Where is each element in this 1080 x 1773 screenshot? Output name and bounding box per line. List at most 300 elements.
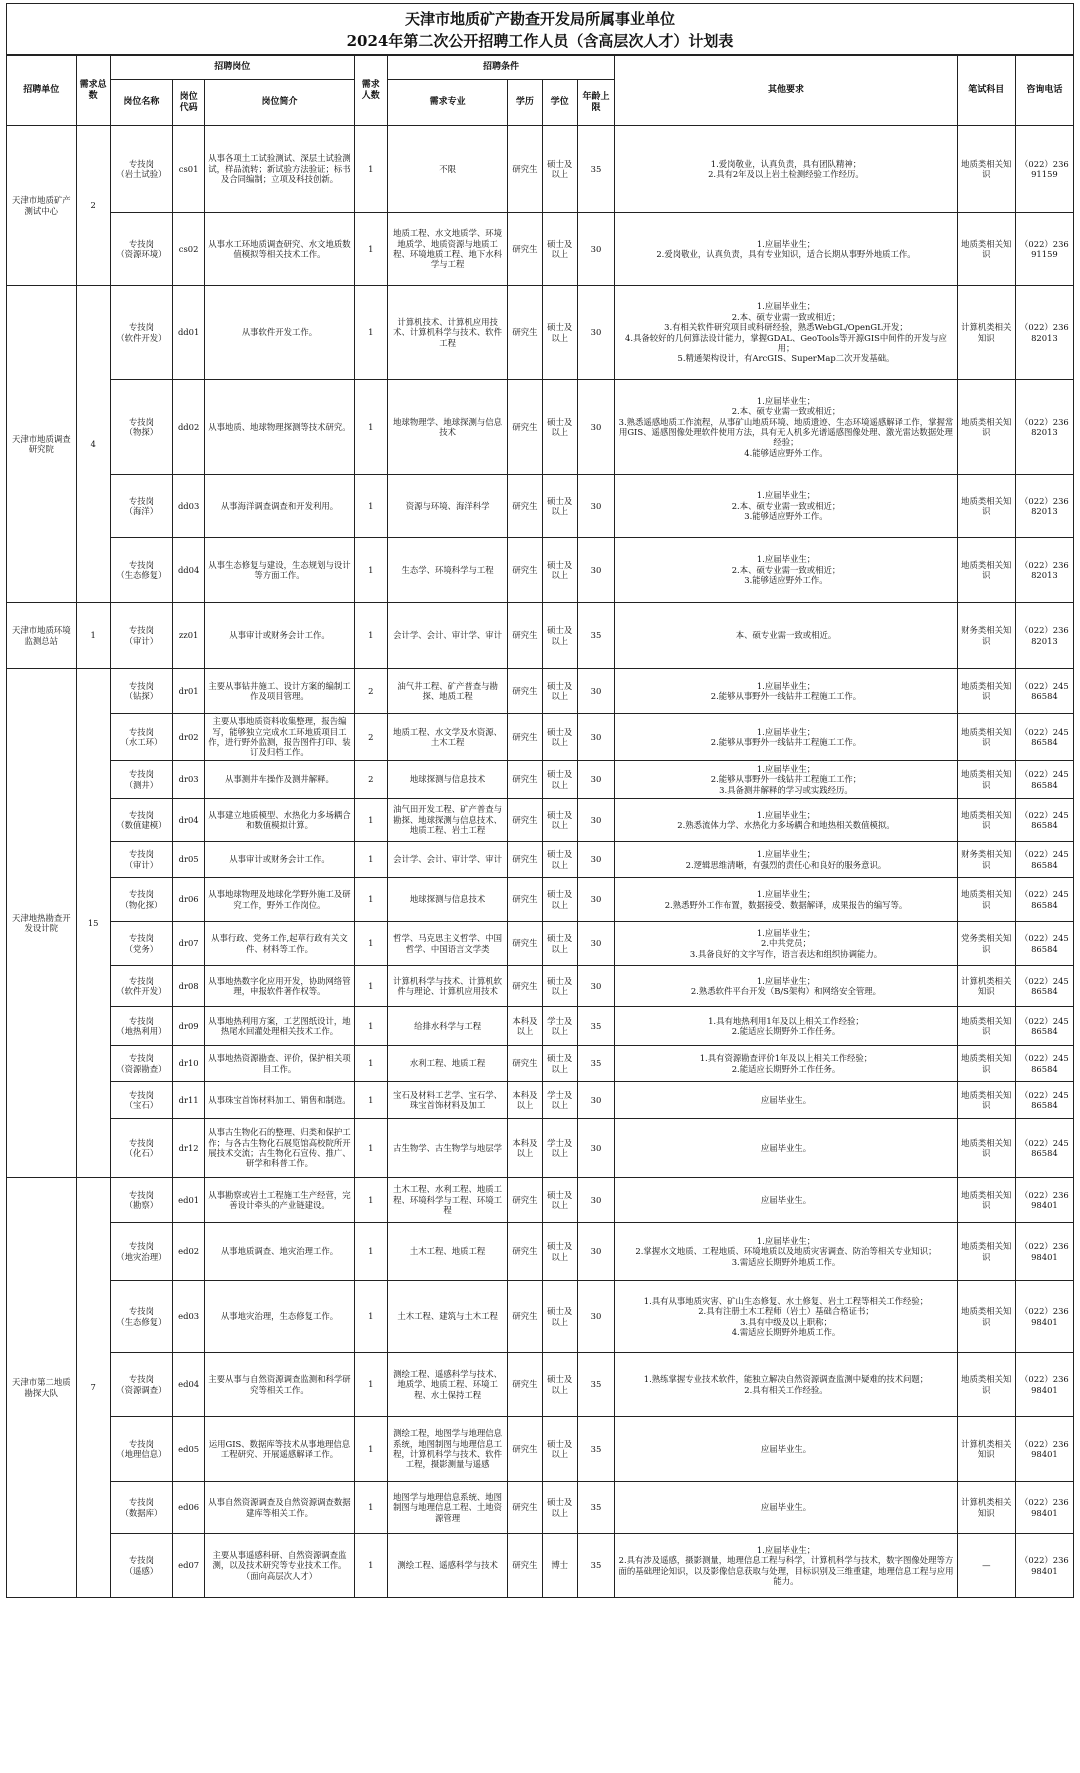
requirement-line: 2.能够从事野外一线钻井工程施工工作。 (710, 691, 862, 701)
requirement-line: 应届毕业生。 (760, 1142, 812, 1153)
education: 研究生 (508, 380, 542, 475)
requirement-line: 应届毕业生。 (760, 1194, 812, 1205)
header-post-code: 岗位代码 (173, 80, 205, 126)
exam-subject: 地质类相关知识 (957, 1119, 1015, 1178)
degree: 硕士及以上 (542, 213, 577, 286)
requirement-line: 1.应届毕业生； (756, 889, 816, 900)
contact-phone: （022）24586584 (1015, 669, 1073, 714)
other-requirements (615, 878, 958, 922)
post-name: 专技岗 (128, 1497, 154, 1508)
unit-name: 天津市地质矿产测试中心 (7, 126, 77, 286)
header-age: 年龄上限 (577, 80, 614, 126)
post-specialty: （资源勘查） (116, 1063, 167, 1074)
education: 本科及以上 (508, 1082, 542, 1119)
post-count: 1 (354, 1119, 387, 1178)
requirement-line: 1.应届毕业生； (756, 395, 816, 406)
post-name: 专技岗 (128, 1089, 154, 1100)
required-major: 油气井工程、矿产普查与勘探、地质工程 (387, 669, 507, 714)
unit-total: 1 (76, 603, 110, 669)
other-requirements (615, 1353, 958, 1417)
education: 研究生 (508, 669, 542, 714)
requirement-line: 4.能够适应野外工作。 (744, 447, 828, 458)
other-requirements (615, 1281, 958, 1353)
requirement-line: 1.应届毕业生； (756, 726, 816, 737)
post-code: ed03 (173, 1281, 205, 1353)
required-major: 地质工程、水文学及水资源、土木工程 (387, 714, 507, 761)
education: 研究生 (508, 1534, 542, 1598)
table-row (7, 1046, 1074, 1082)
post-code: dr01 (173, 669, 205, 714)
age-limit: 30 (577, 966, 614, 1007)
table-row (7, 669, 1074, 714)
required-major: 测绘工程、遥感科学与技术 (387, 1534, 507, 1598)
requirement-line: 1.应届毕业生； (756, 238, 816, 249)
post-code: dr11 (173, 1082, 205, 1119)
post-count: 2 (354, 714, 387, 761)
post-name: 专技岗 (128, 625, 154, 636)
post-specialty: （审计） (124, 859, 159, 870)
degree: 硕士及以上 (542, 669, 577, 714)
table-row (7, 966, 1074, 1007)
age-limit: 30 (577, 380, 614, 475)
education: 研究生 (508, 1417, 542, 1482)
other-requirements (615, 799, 958, 842)
education: 研究生 (508, 1353, 542, 1417)
education: 研究生 (508, 878, 542, 922)
post-code: dd03 (173, 475, 205, 538)
education: 研究生 (508, 475, 542, 538)
required-major: 不限 (387, 126, 507, 213)
table-row (7, 475, 1074, 538)
post-intro: 从事地热数字化应用开发，协助网络管理，申报软件著作权等。 (205, 966, 354, 1007)
requirement-line: 3.熟悉遥感地质工作流程，从事矿山地质环境、地质遗迹、生态环境遥感解译工作，掌握常用GIS、遥感图像处理软件使用方法，具有无人机多光谱遥感图像处理、激光雷达数据处理经验； (618, 416, 954, 448)
requirement-line: 1.应届毕业生； (756, 1544, 816, 1555)
post-specialty: （钻探） (124, 691, 159, 701)
requirement-line: 2.本、硕专业需一致或相近； (731, 564, 841, 575)
post-code: cs01 (173, 126, 205, 213)
post-name-cell (110, 1417, 172, 1482)
exam-subject: 计算机类相关知识 (957, 286, 1015, 380)
requirement-line: 1.应届毕业生； (756, 975, 816, 986)
post-name: 专技岗 (128, 726, 154, 737)
requirement-line: 应届毕业生。 (760, 1443, 812, 1454)
post-count: 2 (354, 669, 387, 714)
post-code: dr12 (173, 1119, 205, 1178)
required-major: 地质工程、水文地质学、环境地质学、地质资源与地质工程、环境地质工程、地下水科学与工程 (387, 213, 507, 286)
other-requirements (615, 538, 958, 603)
required-major: 地球物理学、地球探测与信息技术 (387, 380, 507, 475)
unit-total: 4 (76, 286, 110, 603)
post-code: dd01 (173, 286, 205, 380)
post-intro: 从事地热利用方案，工艺图纸设计，地热尾水回灌处理相关技术工作。 (205, 1007, 354, 1046)
exam-subject: 计算机类相关知识 (957, 1417, 1015, 1482)
requirement-line: 5.精通架构设计，有ArcGIS、SuperMap二次开发基础。 (677, 353, 895, 364)
post-name-cell (110, 714, 172, 761)
header-count: 需求人数 (354, 56, 387, 126)
post-intro: 从事自然资源调查及自然资源调查数据建库等相关工作。 (205, 1482, 354, 1534)
degree: 硕士及以上 (542, 878, 577, 922)
age-limit: 30 (577, 286, 614, 380)
requirement-line: 1.具有资源勘查评价1年及以上相关工作经验； (699, 1053, 873, 1064)
other-requirements (615, 1007, 958, 1046)
age-limit: 35 (577, 1007, 614, 1046)
post-intro: 从事地质调查、地灾治理工作。 (205, 1223, 354, 1281)
age-limit: 35 (577, 1482, 614, 1534)
post-name: 专技岗 (128, 769, 154, 780)
header-phone: 咨询电话 (1015, 56, 1073, 126)
post-code: ed05 (173, 1417, 205, 1482)
exam-subject: — (957, 1534, 1015, 1598)
exam-subject: 地质类相关知识 (957, 1046, 1015, 1082)
post-name-cell (110, 922, 172, 966)
post-specialty: （党务） (124, 943, 159, 954)
post-code: dd04 (173, 538, 205, 603)
table-row (7, 1082, 1074, 1119)
post-name-cell (110, 1046, 172, 1082)
post-specialty: （软件开发） (116, 986, 167, 996)
post-intro: 主要从事钻井施工、设计方案的编制工作及项目管理。 (205, 669, 354, 714)
exam-subject: 地质类相关知识 (957, 538, 1015, 603)
exam-subject: 地质类相关知识 (957, 380, 1015, 475)
requirement-line: 1.具有地热利用1年及以上相关工作经验； (708, 1015, 864, 1026)
age-limit: 30 (577, 922, 614, 966)
age-limit: 35 (577, 603, 614, 669)
exam-subject: 地质类相关知识 (957, 761, 1015, 799)
required-major: 给排水科学与工程 (387, 1007, 507, 1046)
contact-phone: （022）23698401 (1015, 1353, 1073, 1417)
table-row (7, 714, 1074, 761)
requirement-line: 应届毕业生。 (760, 1502, 812, 1513)
other-requirements (615, 1178, 958, 1223)
contact-phone: （022）23698401 (1015, 1178, 1073, 1223)
post-specialty: （物探） (124, 427, 159, 437)
post-intro: 从事行政、党务工作,起草行政有关文件、材料等工作。 (205, 922, 354, 966)
degree: 硕士及以上 (542, 799, 577, 842)
requirement-line: 1.应届毕业生； (756, 490, 816, 501)
unit-total: 2 (76, 126, 110, 286)
requirement-line: 1.应届毕业生； (756, 301, 816, 312)
age-limit: 30 (577, 761, 614, 799)
requirement-line: 1.应届毕业生； (756, 1235, 816, 1246)
contact-phone: （022）23698401 (1015, 1281, 1073, 1353)
exam-subject: 地质类相关知识 (957, 714, 1015, 761)
other-requirements (615, 761, 958, 799)
exam-subject: 地质类相关知识 (957, 878, 1015, 922)
required-major: 古生物学、古生物学与地层学 (387, 1119, 507, 1178)
header-exam: 笔试科目 (957, 56, 1015, 126)
post-code: dr02 (173, 714, 205, 761)
exam-subject: 地质类相关知识 (957, 126, 1015, 213)
requirement-line: 3.具备良好的文字写作，语言表达和组织协调能力。 (689, 948, 883, 959)
contact-phone: （022）24586584 (1015, 799, 1073, 842)
degree: 硕士及以上 (542, 1223, 577, 1281)
post-name: 专技岗 (128, 1306, 154, 1317)
degree: 硕士及以上 (542, 922, 577, 966)
post-name-cell (110, 761, 172, 799)
post-intro: 从事审计或财务会计工作。 (205, 603, 354, 669)
unit-name: 天津市地质调查研究院 (7, 286, 77, 603)
contact-phone: （022）24586584 (1015, 1007, 1073, 1046)
exam-subject: 地质类相关知识 (957, 1353, 1015, 1417)
other-requirements (615, 1223, 958, 1281)
contact-phone: （022）23698401 (1015, 1223, 1073, 1281)
degree: 硕士及以上 (542, 1482, 577, 1534)
post-intro: 从事生态修复与建设，生态规划与设计等方面工作。 (205, 538, 354, 603)
post-name-cell (110, 1223, 172, 1281)
post-count: 1 (354, 1178, 387, 1223)
post-count: 1 (354, 1223, 387, 1281)
post-name-cell (110, 1534, 172, 1598)
table-row (7, 1007, 1074, 1046)
post-name-cell (110, 1007, 172, 1046)
contact-phone: （022）24586584 (1015, 761, 1073, 799)
post-intro: 运用GIS、数据库等技术从事地理信息工程研究、开展遥感解译工作。 (205, 1417, 354, 1482)
requirement-line: 2.能适应长期野外工作任务。 (731, 1063, 841, 1074)
other-requirements (615, 842, 958, 878)
table-row (7, 1353, 1074, 1417)
exam-subject: 财务类相关知识 (957, 842, 1015, 878)
other-requirements (615, 1417, 958, 1482)
post-count: 1 (354, 799, 387, 842)
other-requirements (615, 1482, 958, 1534)
table-row (7, 878, 1074, 922)
contact-phone: （022）24586584 (1015, 878, 1073, 922)
unit-name: 天津市地质环境监测总站 (7, 603, 77, 669)
post-intro: 从事水工环地质调查研究、水文地质数值模拟等相关技术工作。 (205, 213, 354, 286)
post-count: 1 (354, 126, 387, 213)
required-major: 宝石及材料工艺学、宝石学、珠宝首饰材料及加工 (387, 1082, 507, 1119)
table-row (7, 1223, 1074, 1281)
contact-phone: （022）24586584 (1015, 842, 1073, 878)
post-specialty: （数据库） (120, 1507, 163, 1518)
education: 研究生 (508, 1046, 542, 1082)
table-row (7, 380, 1074, 475)
post-count: 1 (354, 966, 387, 1007)
post-code: ed01 (173, 1178, 205, 1223)
contact-phone: （022）24586584 (1015, 1119, 1073, 1178)
header-group-post: 招聘岗位 (110, 56, 354, 80)
recruitment-plan-table (6, 55, 1074, 1598)
requirement-line: 1.应届毕业生； (756, 849, 816, 860)
post-count: 1 (354, 380, 387, 475)
contact-phone: （022）24586584 (1015, 966, 1073, 1007)
education: 研究生 (508, 799, 542, 842)
requirement-line: 3.具有中级及以上职称； (740, 1316, 832, 1327)
post-name-cell (110, 966, 172, 1007)
post-name-cell (110, 842, 172, 878)
post-code: dr04 (173, 799, 205, 842)
age-limit: 30 (577, 799, 614, 842)
age-limit: 35 (577, 1534, 614, 1598)
requirement-line: 2.中共党员； (761, 938, 811, 949)
requirement-line: 2.能适应长期野外工作任务。 (731, 1026, 841, 1036)
degree: 硕士及以上 (542, 761, 577, 799)
post-name: 专技岗 (128, 238, 154, 249)
table-row (7, 538, 1074, 603)
requirement-line: 2.能够从事野外一线钻井工程施工工作。 (710, 737, 862, 747)
table-row (7, 1534, 1074, 1598)
post-count: 1 (354, 1417, 387, 1482)
table-row (7, 761, 1074, 799)
exam-subject: 地质类相关知识 (957, 1223, 1015, 1281)
post-count: 1 (354, 1007, 387, 1046)
requirement-line: 2.具有注册土木工程师（岩土）基础合格证书； (698, 1306, 874, 1317)
unit-total: 15 (76, 669, 110, 1178)
contact-phone: （022）24586584 (1015, 714, 1073, 761)
header-intro: 岗位简介 (205, 80, 354, 126)
table-row (7, 799, 1074, 842)
requirement-line: 4.具备较好的几何算法设计能力，掌握GDAL、GeoTools等开源GIS中间件的开发与应用； (624, 332, 947, 353)
post-code: dr07 (173, 922, 205, 966)
post-count: 1 (354, 475, 387, 538)
degree: 博士 (542, 1534, 577, 1598)
other-requirements (615, 966, 958, 1007)
post-name: 专技岗 (128, 1555, 154, 1566)
post-specialty: （资源调查） (116, 1384, 167, 1395)
requirement-line: 2.具有相关工作经验。 (744, 1384, 828, 1395)
post-intro: 从事珠宝首饰材料加工、销售和制造。 (205, 1082, 354, 1119)
post-name: 专技岗 (128, 158, 154, 169)
header-major: 需求专业 (387, 80, 507, 126)
post-name: 专技岗 (128, 1015, 154, 1026)
post-name: 专技岗 (128, 322, 154, 333)
education: 研究生 (508, 966, 542, 1007)
other-requirements (615, 1046, 958, 1082)
post-name-cell (110, 1281, 172, 1353)
post-code: dr08 (173, 966, 205, 1007)
required-major: 地图学与地理信息系统、地图制图与地理信息工程、土地资源管理 (387, 1482, 507, 1534)
table-row (7, 1417, 1074, 1482)
post-intro: 从事审计或财务会计工作。 (205, 842, 354, 878)
post-code: dr05 (173, 842, 205, 878)
degree: 硕士及以上 (542, 538, 577, 603)
title-line-1: 天津市地质矿产勘查开发局所属事业单位 (404, 10, 675, 28)
post-code: zz01 (173, 603, 205, 669)
required-major: 测绘工程，地图学与地理信息系统，地图制图与地理信息工程，计算机科学与技术、软件工程，摄影测量与遥感 (387, 1417, 507, 1482)
post-name-cell (110, 1082, 172, 1119)
post-count: 1 (354, 1082, 387, 1119)
post-specialty: （审计） (124, 635, 159, 646)
post-specialty: （测井） (124, 779, 159, 790)
requirement-line: 1.应届毕业生； (756, 927, 816, 938)
education: 研究生 (508, 538, 542, 603)
post-intro: 主要从事地质资料收集整理，报告编写，能够独立完成水工环地质项目工作，进行野外监测，报告图件打印、装订及归档工作。 (205, 714, 354, 761)
education: 本科及以上 (508, 1119, 542, 1178)
requirement-line: 2.熟悉流体力学、水热化力多场耦合和地热相关数值模拟。 (677, 820, 895, 830)
required-major: 会计学、会计、审计学、审计 (387, 603, 507, 669)
post-intro: 从事地热资源勘查、评价，保护相关项目工作。 (205, 1046, 354, 1082)
unit-name: 天津地热勘查开发设计院 (7, 669, 77, 1178)
education: 研究生 (508, 213, 542, 286)
required-major: 土木工程、地质工程 (387, 1223, 507, 1281)
post-name: 专技岗 (128, 416, 154, 427)
degree: 硕士及以上 (542, 842, 577, 878)
post-count: 1 (354, 213, 387, 286)
post-count: 1 (354, 1353, 387, 1417)
post-code: cs02 (173, 213, 205, 286)
requirement-line: 本、硕专业需一致或相近。 (735, 630, 837, 641)
post-specialty: （宝石） (124, 1100, 159, 1110)
degree: 硕士及以上 (542, 1353, 577, 1417)
table-row (7, 603, 1074, 669)
exam-subject: 党务类相关知识 (957, 922, 1015, 966)
requirement-line: 1.应届毕业生； (756, 554, 816, 565)
post-name: 专技岗 (128, 1374, 154, 1385)
post-name: 专技岗 (128, 1438, 154, 1449)
contact-phone: （022）23682013 (1015, 538, 1073, 603)
requirement-line: 1.应届毕业生； (756, 809, 816, 820)
other-requirements (615, 714, 958, 761)
post-name-cell (110, 1178, 172, 1223)
requirement-line: 1.应届毕业生； (756, 680, 816, 691)
age-limit: 30 (577, 1082, 614, 1119)
post-name-cell (110, 475, 172, 538)
post-name: 专技岗 (128, 889, 154, 900)
degree: 硕士及以上 (542, 475, 577, 538)
post-code: ed02 (173, 1223, 205, 1281)
post-intro: 主要从事与自然资源调查监测和科学研究等相关工作。 (205, 1353, 354, 1417)
requirement-line: 4.需适应长期野外地质工作。 (731, 1326, 841, 1337)
post-specialty: （地热利用） (116, 1026, 167, 1036)
table-row (7, 1281, 1074, 1353)
contact-phone: （022）23698401 (1015, 1482, 1073, 1534)
requirement-line: 1.爱岗敬业，认真负责，具有团队精神； (710, 158, 862, 169)
contact-phone: （022）23682013 (1015, 603, 1073, 669)
education: 研究生 (508, 286, 542, 380)
post-count: 1 (354, 1534, 387, 1598)
post-specialty: （岩土试验） (116, 169, 167, 179)
post-specialty: （勘察） (124, 1200, 159, 1210)
requirement-line: 3.有相关软件研究项目或科研经验，熟悉WebGL/OpenGL开发； (664, 322, 908, 333)
post-name-cell (110, 1482, 172, 1534)
exam-subject: 地质类相关知识 (957, 1007, 1015, 1046)
post-specialty: （海洋） (124, 506, 159, 516)
contact-phone: （022）23691159 (1015, 213, 1073, 286)
requirement-line: 1.熟练掌握专业技术软件，能独立解决自然资源调查监测中疑难的技术问题； (643, 1374, 929, 1385)
required-major: 土木工程、建筑与土木工程 (387, 1281, 507, 1353)
header-unit: 招聘单位 (7, 56, 77, 126)
degree: 硕士及以上 (542, 1046, 577, 1082)
contact-phone: （022）23682013 (1015, 380, 1073, 475)
table-body (7, 126, 1074, 1598)
post-code: dd02 (173, 380, 205, 475)
age-limit: 30 (577, 714, 614, 761)
post-specialty: （地理信息） (116, 1449, 167, 1459)
education: 研究生 (508, 603, 542, 669)
post-name: 专技岗 (128, 849, 154, 860)
exam-subject: 财务类相关知识 (957, 603, 1015, 669)
post-count: 1 (354, 1046, 387, 1082)
requirement-line: 1.具有从事地质灾害、矿山生态修复、水土修复、岩土工程等相关工作经验； (643, 1295, 929, 1306)
table-row (7, 286, 1074, 380)
requirement-line: 2.掌握水文地质、工程地质、环境地质以及地质灾害调查、防治等相关专业知识； (635, 1246, 937, 1257)
degree: 硕士及以上 (542, 603, 577, 669)
header-post-name: 岗位名称 (110, 80, 172, 126)
table-row (7, 1482, 1074, 1534)
other-requirements (615, 1534, 958, 1598)
post-count: 1 (354, 286, 387, 380)
post-name-cell (110, 878, 172, 922)
other-requirements (615, 922, 958, 966)
required-major: 地球探测与信息技术 (387, 761, 507, 799)
contact-phone: （022）24586584 (1015, 922, 1073, 966)
age-limit: 30 (577, 1119, 614, 1178)
post-name-cell (110, 126, 172, 213)
post-count: 1 (354, 538, 387, 603)
requirement-line: 3.能够适应野外工作。 (744, 511, 828, 522)
exam-subject: 地质类相关知识 (957, 799, 1015, 842)
requirement-line: 2.熟悉野外工作布置，数据接受、数据解译，成果报告的编写等。 (664, 899, 908, 910)
